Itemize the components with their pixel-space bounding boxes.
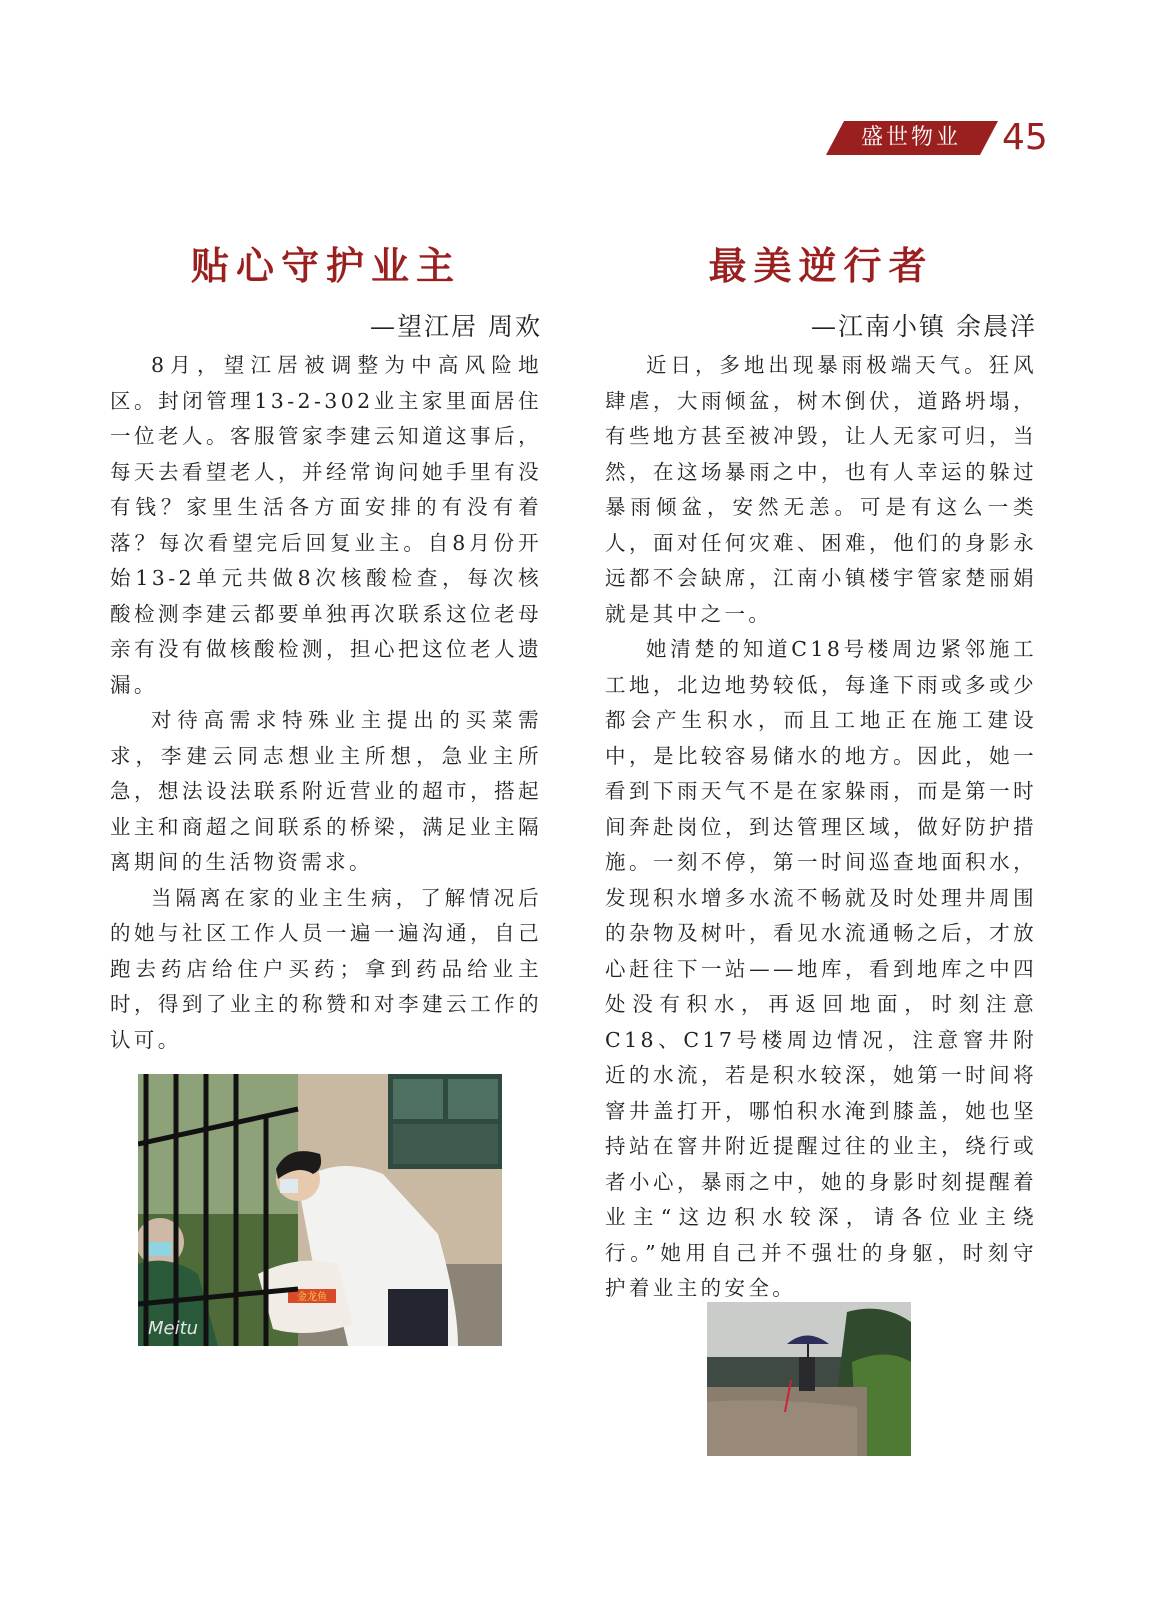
bag-label: 金龙鱼 [297,1292,327,1303]
left-article-byline: —望江居 周欢 [370,312,542,341]
left-article [110,236,542,1058]
right-paragraph-2: 她清楚的知道C18号楼周边紧邻施工工地，北边地势较低，每逢下雨或多或少都会产生积水，而且工地正在施工建设中，是比较容易储水的地方。因此，她一看到下雨天气不是在家躲雨，而是第一时间奔赴岗位，到达管理区域，做好防护措施。一刻不停，第一时间巡查地面积水，发现积水增多水流不畅就及时处理井周围的杂物及树叶，看见水流通畅之后，才放心赶往下一站——地库，看到地库之中四处没有积水，再返回地面，时刻注意C18、C17号楼周边情况，注意窨井附近的水流，若是积水较深，她第一时间将窨井盖打开，哪怕积水淹到膝盖，她也坚持站在窨井附近提醒过往的业主，绕行或者小心，暴雨之中，她的身影时刻提醒着业主“这边积水较深，请各位业主绕行。”她用自己并不强壮的身躯，时刻守护着业主的安全。 [605,637,1037,1300]
left-article-photo [138,1074,502,1346]
left-paragraph-2: 对待高需求特殊业主提出的买菜需求，李建云同志想业主所想，急业主所急，想法设法联系附近营业的超市，搭起业主和商超之间联系的桥梁，满足业主隔离期间的生活物资需求。 [110,708,542,874]
flood-scene-illustration [707,1302,911,1456]
page-number: 45 [1002,117,1048,158]
right-article [605,236,1037,1307]
right-article-title: 最美逆行者 [708,243,934,288]
header-brand: 盛世物业 [860,125,961,150]
right-paragraph-1: 近日，多地出现暴雨极端天气。狂风肆虐，大雨倾盆，树木倒伏，道路坍塌，有些地方甚至被冲毁，让人无家可归，当然，在这场暴雨之中，也有人幸运的躲过暴雨倾盆，安然无恙。可是有这么一类人，面对任何灾难、困难，他们的身影永远都不会缺席，江南小镇楼宇管家楚丽娟就是其中之一。 [605,353,1037,626]
right-article-byline: —江南小镇 余晨洋 [811,312,1037,341]
right-article-photo [707,1302,911,1456]
left-article-title: 贴心守护业主 [190,243,461,288]
delivery-scene-illustration [138,1074,502,1346]
left-paragraph-1: 8月，望江居被调整为中高风险地区。封闭管理13-2-302业主家里面居住一位老人。客服管家李建云知道这事后，每天去看望老人，并经常询问她手里有没有钱？家里生活各方面安排的有没有着落？每次看望完后回复业主。自8月份开始13-2单元共做8次核酸检查，每次核酸检测李建云都要单独再次联系这位老母亲有没有做核酸检测，担心把这位老人遗漏。 [110,353,542,697]
left-paragraph-3: 当隔离在家的业主生病，了解情况后的她与社区工作人员一遍一遍沟通，自己跑去药店给住户买药；拿到药品给业主时，得到了业主的称赞和对李建云工作的认可。 [110,885,542,1052]
photo-watermark: Meitu [148,1318,199,1339]
